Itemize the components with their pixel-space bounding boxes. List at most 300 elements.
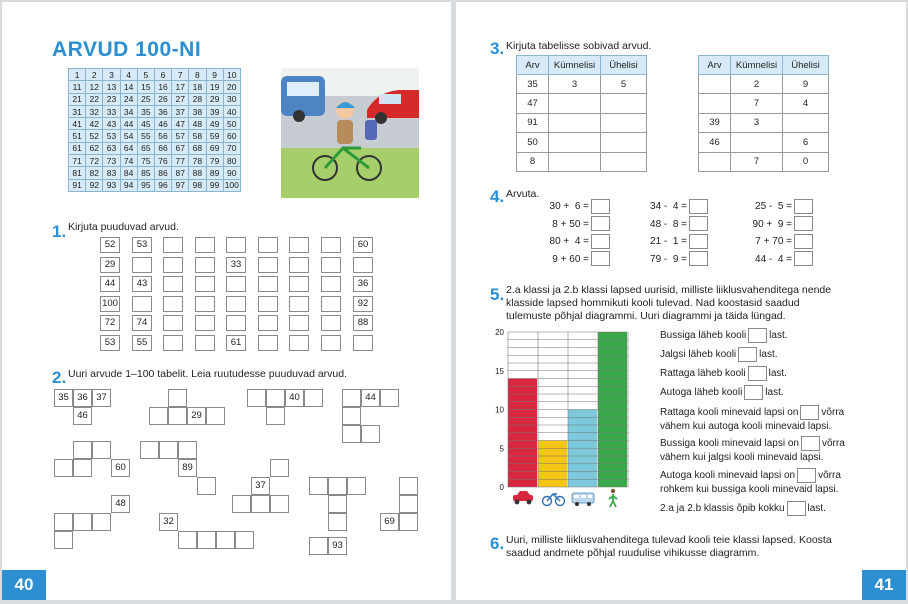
answer-box[interactable] xyxy=(195,296,215,312)
y-tick-label: 10 xyxy=(495,405,504,415)
table-cell: 7 xyxy=(731,94,783,113)
given-number: 72 xyxy=(100,315,120,331)
given-number: 37 xyxy=(251,477,270,495)
answer-cell[interactable] xyxy=(601,113,647,132)
hundred-chart-cell: 73 xyxy=(103,155,120,167)
given-number: 55 xyxy=(132,335,152,351)
sentence-end: last. xyxy=(768,368,787,380)
hundred-chart-cell: 31 xyxy=(69,105,86,117)
given-number: 53 xyxy=(132,237,152,253)
given-number: 36 xyxy=(73,389,92,407)
answer-box[interactable] xyxy=(226,296,246,312)
hundred-chart-cell: 4 xyxy=(120,69,137,81)
hundred-chart-cell: 58 xyxy=(189,130,206,142)
table-header: Kümnelisi xyxy=(549,56,601,75)
hundred-chart-cell: 44 xyxy=(120,118,137,130)
answer-cell[interactable] xyxy=(266,389,285,407)
hundred-chart-cell: 79 xyxy=(206,155,223,167)
table-cell: 5 xyxy=(601,75,647,94)
sentence-start: Bussiga kooli minevaid lapsi on xyxy=(660,438,799,450)
answer-box[interactable] xyxy=(132,257,152,273)
table-row xyxy=(699,113,829,132)
hundred-chart-cell: 36 xyxy=(154,105,171,117)
sentence-start: Rattaga kooli minevaid lapsi on xyxy=(660,407,799,419)
given-number: 29 xyxy=(100,257,120,273)
table-row xyxy=(699,152,829,171)
answer-box[interactable] xyxy=(801,436,820,451)
hundred-chart-cell: 21 xyxy=(69,93,86,105)
given-number: 74 xyxy=(132,315,152,331)
answer-box[interactable] xyxy=(321,257,341,273)
bus-icon xyxy=(572,493,594,506)
answer-cell[interactable] xyxy=(270,459,289,477)
answer-cell[interactable] xyxy=(328,495,347,513)
given-number: 44 xyxy=(361,389,380,407)
arithmetic-row xyxy=(710,216,813,233)
hundred-chart-cell: 65 xyxy=(137,142,154,154)
table-row xyxy=(517,152,647,171)
hundred-chart-cell: 7 xyxy=(172,69,189,81)
task-instruction: Uuri, milliste liiklusvahenditega tulevad kooli teie klassi lapsed. Koosta saadud andmete põhjal ruudulise vihikusse diagramm. xyxy=(506,534,832,559)
fill-in-sentence xyxy=(660,501,826,516)
hundred-chart-row xyxy=(69,81,241,93)
hundred-chart-row xyxy=(69,155,241,167)
answer-cell[interactable] xyxy=(197,477,216,495)
table-header: Arv xyxy=(699,56,731,75)
hundred-chart-cell: 13 xyxy=(103,81,120,93)
expression: 8 + 50 = xyxy=(552,218,589,230)
right-page xyxy=(456,2,906,600)
arithmetic-row xyxy=(507,251,610,268)
hundred-chart-cell: 40 xyxy=(223,105,240,117)
sentence-continuation: rohkem kui bussiga kooli minevaid lapsi. xyxy=(660,484,839,495)
hundred-chart-cell: 9 xyxy=(206,69,223,81)
answer-cell[interactable] xyxy=(168,389,187,407)
task-instruction: Kirjuta puuduvad arvud. xyxy=(68,221,179,233)
answer-box[interactable] xyxy=(787,501,806,516)
answer-box[interactable] xyxy=(353,335,373,351)
hundred-chart-cell: 64 xyxy=(120,142,137,154)
answer-cell[interactable] xyxy=(699,94,731,113)
hundred-chart-cell: 10 xyxy=(223,69,240,81)
answer-cell[interactable] xyxy=(699,152,731,171)
answer-cell[interactable] xyxy=(549,113,601,132)
hundred-chart-cell: 5 xyxy=(137,69,154,81)
hundred-chart-cell: 20 xyxy=(223,81,240,93)
hundred-chart-cell: 32 xyxy=(86,105,103,117)
hundred-chart-cell: 49 xyxy=(206,118,223,130)
table-cell: 4 xyxy=(783,94,829,113)
given-number: 93 xyxy=(328,537,347,555)
answer-box[interactable] xyxy=(794,251,813,266)
task-instruction: Arvuta. xyxy=(506,188,540,200)
sentence-end: võrra xyxy=(821,438,845,450)
hundred-chart-cell: 60 xyxy=(223,130,240,142)
fill-in-sentence xyxy=(660,436,845,464)
table-header-row xyxy=(517,56,647,75)
answer-cell[interactable] xyxy=(92,513,111,531)
answer-cell[interactable] xyxy=(309,537,328,555)
hundred-chart-cell: 18 xyxy=(189,81,206,93)
given-number: 89 xyxy=(178,459,197,477)
given-number: 35 xyxy=(54,389,73,407)
sentence-start: 2.a ja 2.b klassis õpib kokku xyxy=(660,503,785,515)
answer-cell[interactable] xyxy=(232,495,251,513)
hundred-chart-row xyxy=(69,105,241,117)
expression: 90 + 9 = xyxy=(752,218,792,230)
answer-cell[interactable] xyxy=(92,441,111,459)
fill-in-sentence xyxy=(660,366,787,381)
answer-box[interactable] xyxy=(738,347,757,362)
answer-cell[interactable] xyxy=(206,407,225,425)
answer-box[interactable] xyxy=(289,237,309,253)
hundred-chart-cell: 38 xyxy=(189,105,206,117)
table-row xyxy=(699,75,829,94)
car-icon xyxy=(513,491,533,504)
answer-box[interactable] xyxy=(258,315,278,331)
expression: 7 + 70 = xyxy=(755,236,792,247)
answer-box[interactable] xyxy=(321,237,341,253)
hundred-chart-row xyxy=(69,69,241,81)
hundred-chart-cell: 82 xyxy=(86,167,103,179)
hundred-chart-cell: 93 xyxy=(103,179,120,191)
hundred-chart-cell: 55 xyxy=(137,130,154,142)
hundred-chart-cell: 54 xyxy=(120,130,137,142)
answer-cell[interactable] xyxy=(328,477,347,495)
expression: 30 + 6 = xyxy=(549,201,589,212)
answer-cell[interactable] xyxy=(270,495,289,513)
answer-box[interactable] xyxy=(289,257,309,273)
answer-box[interactable] xyxy=(289,276,309,292)
expression: 44 - 4 = xyxy=(755,253,792,265)
fill-in-sentence xyxy=(660,328,788,343)
answer-box[interactable] xyxy=(748,328,767,343)
hundred-chart-cell: 37 xyxy=(172,105,189,117)
answer-box[interactable] xyxy=(794,216,813,231)
page-title: ARVUD 100-NI xyxy=(52,38,202,61)
answer-cell[interactable] xyxy=(54,459,73,477)
hundred-chart-cell: 39 xyxy=(206,105,223,117)
hundred-chart-cell: 69 xyxy=(206,142,223,154)
y-tick-label: 0 xyxy=(499,483,504,492)
answer-cell[interactable] xyxy=(304,389,323,407)
answer-cell[interactable] xyxy=(347,477,366,495)
arithmetic-row xyxy=(605,216,708,233)
arithmetic-row xyxy=(605,198,708,215)
hundred-chart-cell: 47 xyxy=(172,118,189,130)
answer-cell[interactable] xyxy=(197,531,216,549)
answer-box[interactable] xyxy=(289,296,309,312)
transport-bar-chart xyxy=(492,324,632,512)
hundred-chart-cell: 96 xyxy=(154,179,171,191)
answer-cell[interactable] xyxy=(149,407,168,425)
answer-box[interactable] xyxy=(748,366,767,381)
hundred-chart-cell: 42 xyxy=(86,118,103,130)
answer-box[interactable] xyxy=(258,276,278,292)
answer-cell[interactable] xyxy=(251,495,270,513)
table-cell: 46 xyxy=(699,133,731,152)
answer-box[interactable] xyxy=(689,251,708,266)
task-instruction: Uuri arvude 1–100 tabelit. Leia ruutudesse puuduvad arvud. xyxy=(68,368,348,380)
answer-box[interactable] xyxy=(258,296,278,312)
answer-box[interactable] xyxy=(163,315,183,331)
hundred-chart-cell: 59 xyxy=(206,130,223,142)
walking-icon xyxy=(609,489,617,507)
answer-box[interactable] xyxy=(195,276,215,292)
hundred-chart-cell: 11 xyxy=(69,81,86,93)
hundred-chart-cell: 6 xyxy=(154,69,171,81)
answer-cell[interactable] xyxy=(342,389,361,407)
table-cell: 39 xyxy=(699,113,731,132)
answer-box[interactable] xyxy=(794,234,813,249)
table-row xyxy=(517,113,647,132)
answer-cell[interactable] xyxy=(380,389,399,407)
answer-box[interactable] xyxy=(195,315,215,331)
expression: 79 - 9 = xyxy=(650,253,687,265)
answer-cell[interactable] xyxy=(178,441,197,459)
answer-box[interactable] xyxy=(195,257,215,273)
table-header: Ühelisi xyxy=(783,56,829,75)
answer-cell[interactable] xyxy=(73,459,92,477)
answer-cell[interactable] xyxy=(73,513,92,531)
page-number: 41 xyxy=(862,570,906,600)
answer-box[interactable] xyxy=(163,335,183,351)
answer-cell[interactable] xyxy=(731,133,783,152)
answer-cell[interactable] xyxy=(399,495,418,513)
hundred-chart-row xyxy=(69,167,241,179)
hundred-chart-cell: 14 xyxy=(120,81,137,93)
table-cell: 8 xyxy=(517,152,549,171)
y-tick-label: 20 xyxy=(495,328,504,337)
table-header: Arv xyxy=(517,56,549,75)
y-tick-label: 5 xyxy=(499,444,504,454)
table-cell: 0 xyxy=(783,152,829,171)
task-number: 6. xyxy=(490,534,505,553)
table-cell: 9 xyxy=(783,75,829,94)
answer-box[interactable] xyxy=(163,257,183,273)
answer-box[interactable] xyxy=(258,335,278,351)
answer-cell[interactable] xyxy=(399,477,418,495)
given-number: 48 xyxy=(111,495,130,513)
answer-cell[interactable] xyxy=(342,425,361,443)
answer-cell[interactable] xyxy=(549,152,601,171)
given-number: 60 xyxy=(111,459,130,477)
answer-cell[interactable] xyxy=(309,477,328,495)
answer-box[interactable] xyxy=(258,237,278,253)
hundred-chart-cell: 61 xyxy=(69,142,86,154)
answer-box[interactable] xyxy=(195,335,215,351)
answer-cell[interactable] xyxy=(601,152,647,171)
table-row xyxy=(517,133,647,152)
answer-box[interactable] xyxy=(226,237,246,253)
answer-box[interactable] xyxy=(289,315,309,331)
hundred-chart-cell: 24 xyxy=(120,93,137,105)
answer-cell[interactable] xyxy=(178,531,197,549)
answer-box[interactable] xyxy=(321,276,341,292)
answer-cell[interactable] xyxy=(601,94,647,113)
answer-box[interactable] xyxy=(163,276,183,292)
hundred-chart-cell: 86 xyxy=(154,167,171,179)
given-number: 88 xyxy=(353,315,373,331)
hundred-chart-cell: 52 xyxy=(86,130,103,142)
hundred-chart-cell: 29 xyxy=(206,93,223,105)
given-number: 61 xyxy=(226,335,246,351)
hundred-chart-cell: 53 xyxy=(103,130,120,142)
answer-box[interactable] xyxy=(289,335,309,351)
sentence-end: last. xyxy=(807,503,826,515)
answer-box[interactable] xyxy=(689,234,708,249)
given-number: 53 xyxy=(100,335,120,351)
table-cell: 91 xyxy=(517,113,549,132)
table-row xyxy=(517,94,647,113)
given-number: 46 xyxy=(73,407,92,425)
answer-box[interactable] xyxy=(744,385,763,400)
sentence-start: Autoga läheb kooli xyxy=(660,387,743,399)
answer-box[interactable] xyxy=(353,257,373,273)
answer-box[interactable] xyxy=(689,199,708,214)
expression: 34 - 4 = xyxy=(650,201,687,212)
hundred-chart-cell: 3 xyxy=(103,69,120,81)
answer-cell[interactable] xyxy=(342,407,361,425)
given-number: 43 xyxy=(132,276,152,292)
hundred-chart-cell: 84 xyxy=(120,167,137,179)
hundred-chart-cell: 62 xyxy=(86,142,103,154)
answer-cell[interactable] xyxy=(140,441,159,459)
answer-box[interactable] xyxy=(321,296,341,312)
answer-cell[interactable] xyxy=(328,513,347,531)
hundred-chart-cell: 94 xyxy=(120,179,137,191)
hundred-chart-cell: 33 xyxy=(103,105,120,117)
arithmetic-row xyxy=(605,251,708,268)
hundred-chart-cell: 41 xyxy=(69,118,86,130)
answer-cell[interactable] xyxy=(247,389,266,407)
y-tick-label: 15 xyxy=(495,366,504,376)
hundred-chart-cell: 16 xyxy=(154,81,171,93)
answer-box[interactable] xyxy=(258,257,278,273)
given-number: 36 xyxy=(353,276,373,292)
answer-cell[interactable] xyxy=(549,133,601,152)
answer-cell[interactable] xyxy=(699,75,731,94)
hundred-chart-row xyxy=(69,179,241,191)
answer-cell[interactable] xyxy=(216,531,235,549)
answer-box[interactable] xyxy=(794,199,813,214)
table-cell: 7 xyxy=(731,152,783,171)
task-number: 5. xyxy=(490,285,505,304)
expression: 21 - 1 = xyxy=(650,236,687,247)
answer-cell[interactable] xyxy=(399,513,418,531)
answer-cell[interactable] xyxy=(54,531,73,549)
answer-cell[interactable] xyxy=(168,407,187,425)
answer-box[interactable] xyxy=(226,276,246,292)
answer-box[interactable] xyxy=(800,405,819,420)
table-header: Ühelisi xyxy=(601,56,647,75)
arithmetic-row xyxy=(507,233,610,250)
task-number: 3. xyxy=(490,39,505,58)
hundred-chart-cell: 51 xyxy=(69,130,86,142)
answer-cell[interactable] xyxy=(361,425,380,443)
answer-box[interactable] xyxy=(321,315,341,331)
arithmetic-row xyxy=(507,198,610,215)
given-number: 29 xyxy=(187,407,206,425)
hundred-chart-cell: 63 xyxy=(103,142,120,154)
expression: 80 + 4 = xyxy=(549,236,589,247)
hundred-chart-cell: 2 xyxy=(86,69,103,81)
answer-cell[interactable] xyxy=(601,133,647,152)
hundred-chart-cell: 88 xyxy=(189,167,206,179)
given-number: 60 xyxy=(353,237,373,253)
arithmetic-row xyxy=(710,198,813,215)
hundred-chart-cell: 68 xyxy=(189,142,206,154)
hundred-chart-cell: 25 xyxy=(137,93,154,105)
answer-box[interactable] xyxy=(321,335,341,351)
hundred-chart-cell: 27 xyxy=(172,93,189,105)
hundred-chart-cell: 28 xyxy=(189,93,206,105)
answer-box[interactable] xyxy=(226,315,246,331)
hundred-chart-cell: 48 xyxy=(189,118,206,130)
hundred-chart-cell: 17 xyxy=(172,81,189,93)
table-cell: 3 xyxy=(549,75,601,94)
given-number: 33 xyxy=(226,257,246,273)
hundred-chart-cell: 92 xyxy=(86,179,103,191)
page-number: 40 xyxy=(2,570,46,600)
given-number: 32 xyxy=(159,513,178,531)
given-number: 44 xyxy=(100,276,120,292)
fill-in-sentence xyxy=(660,347,778,362)
hundred-chart-cell: 12 xyxy=(86,81,103,93)
answer-cell[interactable] xyxy=(549,94,601,113)
arithmetic-row xyxy=(507,216,610,233)
answer-box[interactable] xyxy=(195,237,215,253)
expression: 25 - 5 = xyxy=(755,201,792,212)
answer-cell[interactable] xyxy=(235,531,254,549)
hundred-chart-cell: 77 xyxy=(172,155,189,167)
answer-box[interactable] xyxy=(797,468,816,483)
table-cell: 6 xyxy=(783,133,829,152)
table-row xyxy=(699,133,829,152)
answer-cell[interactable] xyxy=(73,441,92,459)
hundred-chart-cell: 43 xyxy=(103,118,120,130)
arithmetic-row xyxy=(605,233,708,250)
hundred-chart-cell: 71 xyxy=(69,155,86,167)
bicycle-icon xyxy=(543,494,565,506)
hundred-chart-cell: 66 xyxy=(154,142,171,154)
answer-cell[interactable] xyxy=(266,407,285,425)
fill-in-sentence xyxy=(660,468,841,496)
hundred-chart-cell: 19 xyxy=(206,81,223,93)
answer-cell[interactable] xyxy=(783,113,829,132)
table-cell: 35 xyxy=(517,75,549,94)
hundred-chart-cell: 34 xyxy=(120,105,137,117)
table-header: Kümnelisi xyxy=(731,56,783,75)
sentence-end: last. xyxy=(769,330,788,342)
task-number: 1. xyxy=(52,222,67,241)
answer-cell[interactable] xyxy=(159,441,178,459)
hundred-chart-cell: 76 xyxy=(154,155,171,167)
answer-box[interactable] xyxy=(163,237,183,253)
table-cell: 47 xyxy=(517,94,549,113)
answer-box[interactable] xyxy=(163,296,183,312)
sentence-end: võrra xyxy=(821,407,845,419)
answer-box[interactable] xyxy=(689,216,708,231)
place-value-table xyxy=(516,55,647,172)
sentence-start: Rattaga läheb kooli xyxy=(660,368,746,380)
sentence-start: Jalgsi läheb kooli xyxy=(660,349,737,361)
hundred-chart-cell: 30 xyxy=(223,93,240,105)
answer-cell[interactable] xyxy=(54,513,73,531)
hundred-chart-cell: 100 xyxy=(224,180,239,191)
table-cell: 50 xyxy=(517,133,549,152)
answer-box[interactable] xyxy=(132,296,152,312)
